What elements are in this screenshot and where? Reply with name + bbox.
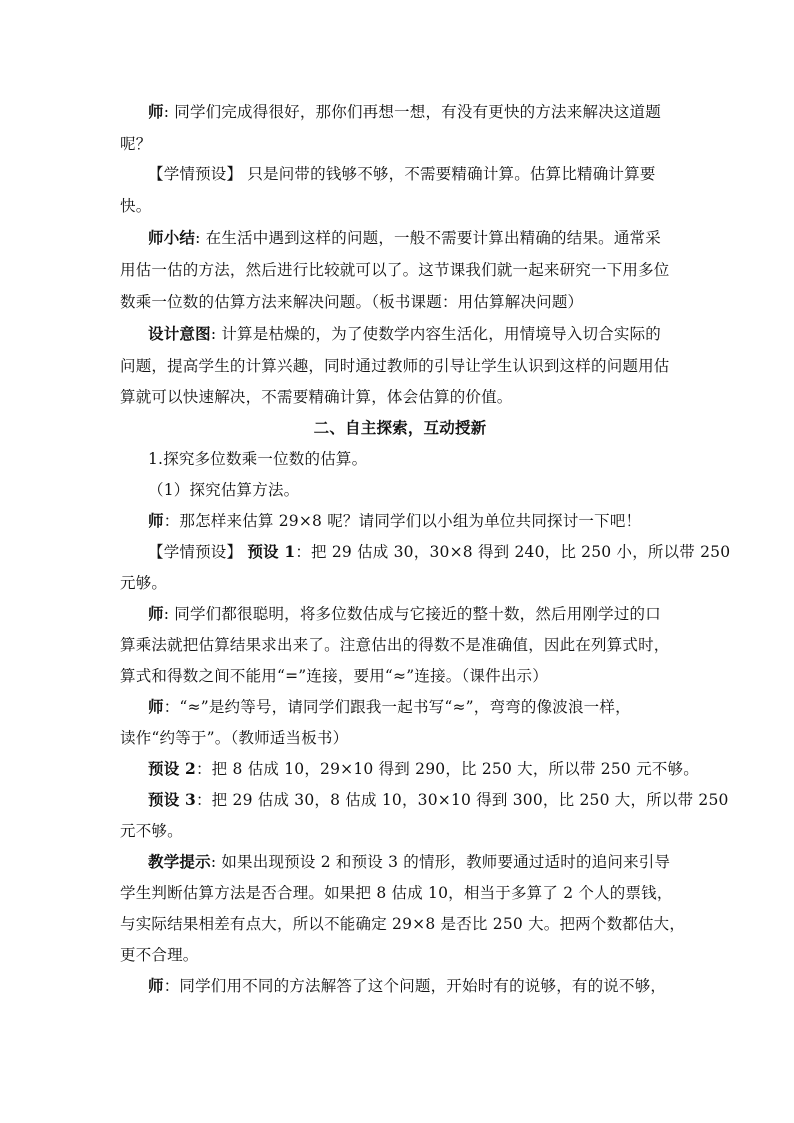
line-text: ：把 29 估成 30，30×8 得到 240，比 250 小，所以带 250 <box>295 543 731 561</box>
paragraph-line: 用估一估的方法，然后进行比较就可以了。这节课我们就一起来研究一下用多位 <box>120 261 670 279</box>
line-text: ：“≈”是约等号，请同学们跟我一起书写“≈”，弯弯的像波浪一样， <box>163 698 631 716</box>
section-heading: 二、自主探索，互动授新 <box>313 418 487 437</box>
line-text: : 计算是枯燥的，为了使数学内容生活化，用情境导入切合实际的 <box>210 325 661 343</box>
paragraph-line: 快。 <box>120 197 152 215</box>
paragraph-line <box>148 318 708 350</box>
paragraph-line <box>148 96 708 128</box>
speaker-label: 师 <box>148 604 164 623</box>
paragraph-line <box>148 753 708 785</box>
line-text: : 在生活中遇到这样的问题，一般不需要计算出精确的结果。通常采 <box>195 229 661 247</box>
paragraph-line: 算式和得数之间不能用“=”连接，要用“≈”连接。（课件出示） <box>120 667 548 685</box>
teaching-tip-label: 教学提示 <box>148 852 211 871</box>
paragraph-line: 更不合理。 <box>120 946 199 964</box>
paragraph-line <box>148 222 708 254</box>
paragraph-line: 问题，提高学生的计算兴趣，同时通过教师的引导让学生认识到这样的问题用估 <box>120 357 670 375</box>
speaker-label: 师 <box>148 511 164 530</box>
line-text: : 如果出现预设 2 和预设 3 的情形，教师要通过适时的追问来引导 <box>210 853 671 871</box>
paragraph-line: 数乘一位数的估算方法来解决问题。（板书课题：用估算解决问题） <box>120 293 584 311</box>
paragraph-line <box>148 970 708 1002</box>
line-text: ：同学们用不同的方法解答了这个问题，开始时有的说够，有的说不够， <box>163 977 667 995</box>
line-text: ：把 8 估成 10，29×10 得到 290，比 250 大，所以带 250 元不够。 <box>195 760 699 778</box>
paragraph-line: 与实际结果相差有点大，所以不能确定 29×8 是否比 250 大。把两个数都估大， <box>120 915 686 933</box>
paragraph-line <box>148 536 731 568</box>
paragraph-line: 元不够。 <box>120 822 183 840</box>
line-text: 【学情预设】 <box>148 543 248 561</box>
paragraph-line: （1）探究估算方法。 <box>148 481 300 499</box>
line-text: ：把 29 估成 30，8 估成 10，30×10 得到 300，比 250 大，所以带 250 <box>195 791 729 809</box>
paragraph-line: 呢？ <box>120 135 152 153</box>
paragraph-line <box>148 846 708 878</box>
preset-label: 预设 1 <box>247 542 296 561</box>
paragraph-line <box>148 598 708 630</box>
paragraph-line: 算就可以快速解决，不需要精确计算，体会估算的价值。 <box>120 388 513 406</box>
paragraph-line: 1.探究多位数乘一位数的估算。 <box>148 450 368 468</box>
speaker-label: 师 <box>148 697 164 716</box>
paragraph-line: 算乘法就把估算结果求出来了。注意估出的得数不是准确值，因此在列算式时， <box>120 636 670 654</box>
line-text: : 同学们都很聪明，将多位数估成与它接近的整十数，然后用刚学过的口 <box>163 605 661 623</box>
speaker-label: 师 <box>148 102 164 121</box>
paragraph-line: 元够。 <box>120 574 168 592</box>
paragraph-line <box>148 505 708 537</box>
preset-label: 预设 3 <box>148 790 196 809</box>
paragraph-line: 【学情预设】 只是问带的钱够不够，不需要精确计算。估算比精确计算要 <box>148 165 656 183</box>
speaker-label: 师 <box>148 976 164 995</box>
paragraph-line <box>148 691 708 723</box>
summary-label: 师小结 <box>148 228 196 247</box>
line-text: : 同学们完成得很好，那你们再想一想，有没有更快的方法来解决这道题 <box>163 103 661 121</box>
paragraph-line <box>148 784 729 816</box>
paragraph-line: 读作“约等于”。（教师适当板书） <box>120 729 349 747</box>
design-intent-label: 设计意图 <box>148 324 211 343</box>
preset-label: 预设 2 <box>148 759 196 778</box>
line-text: ：那怎样来估算 29×8 呢？请同学们以小组为单位共同探讨一下吧！ <box>163 512 642 530</box>
paragraph-line: 学生判断估算方法是否合理。如果把 8 估成 10，相当于多算了 2 个人的票钱， <box>120 884 673 902</box>
